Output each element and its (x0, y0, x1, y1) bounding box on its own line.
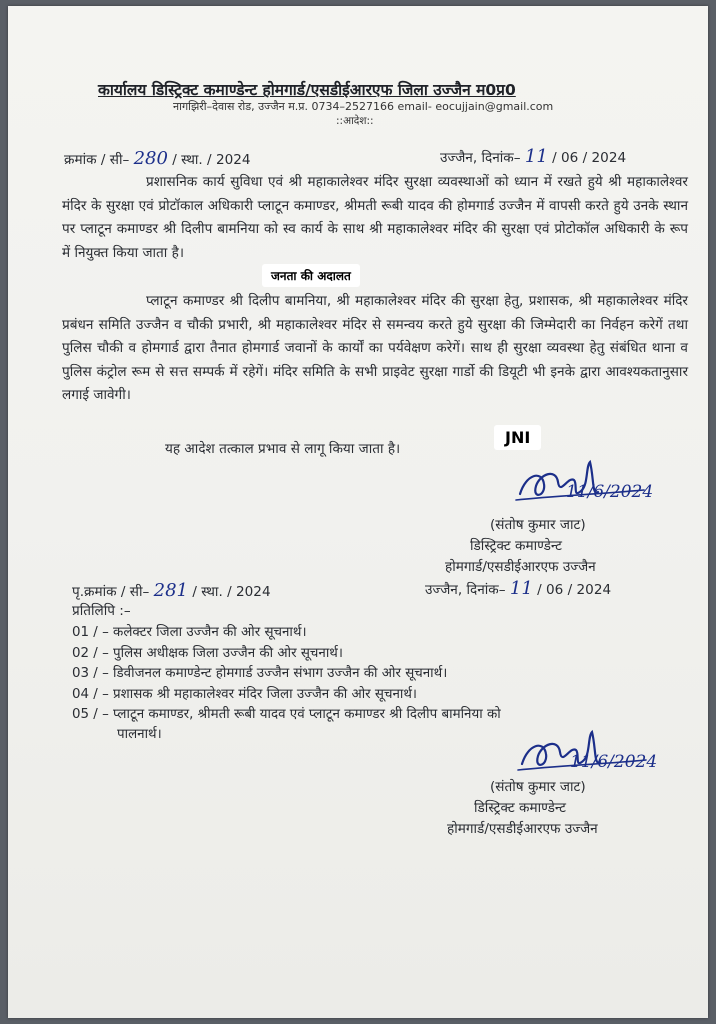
order-date-day: 11 (524, 146, 548, 167)
body-paragraph-1: प्रशासनिक कार्य सुविधा एवं श्री महाकालेश्वर मंदिर सुरक्षा व्यवस्थाओं को ध्यान में रखते हुये श्री महाकालेश्वर मंदिर के सुरक्षा एवं प्रोटॉकाल अधिकारी प्लाटून कमाण्डर, श्रीमती रूबी यादव की होमगार्ड उज्जैन में वापसी करते हुये उनके स्थान पर प्लाटून कमाण्डर श्री दिलीप बामनिया को स्व कार्य के साथ श्री महाकालेश्वर मंदिर की सुरक्षा एवं प्रोटोकॉल अधिकारी के रूप में नियुक्त किया जाता है। (62, 174, 688, 261)
copy-item-number: 05 / – (72, 707, 109, 722)
signature-2-office: होमगार्ड/एसडीईआरएफ उज्जैन (447, 821, 598, 837)
copy-list-item (72, 643, 343, 661)
signature-1-office: होमगार्ड/एसडीईआरएफ उज्जैन (445, 559, 596, 575)
copy-item-text: डिवीजनल कमाण्डेन्ट होमगार्ड उज्जैन संभाग उज्जैन की ओर सूचनार्थ। (113, 666, 448, 681)
copy-item-text: प्रशासक श्री महाकालेश्वर मंदिर जिला उज्जैन की ओर सूचनार्थ। (113, 687, 417, 702)
copy-item-text: प्लाटून कमाण्डर, श्रीमती रूबी यादव एवं प्लाटून कमाण्डर श्री दिलीप बामनिया को (113, 707, 501, 722)
copy-ref-number: 281 (153, 580, 188, 601)
signature-2-date: 11/6/2024 (570, 752, 658, 772)
office-address: नागझिरी–देवास रोड, उज्जैन म.प्र. 0734–2527166 email- eocujjain@gmail.com (173, 100, 554, 113)
copy-list-item (72, 704, 501, 722)
copy-item-text: कलेक्टर जिला उज्जैन की ओर सूचनार्थ। (113, 625, 307, 640)
copy-list-item (72, 622, 307, 640)
copy-item-number: 04 / – (72, 687, 109, 702)
signature-1-date: 11/6/2024 (566, 482, 654, 502)
signature-2-designation: डिस्ट्रिक्ट कमाण्डेन्ट (474, 800, 566, 816)
order-ref-prefix: क्रमांक / सी– (64, 152, 130, 168)
watermark-jni: JNI (494, 425, 541, 450)
copy-date-day: 11 (509, 578, 533, 599)
copy-item-number: 01 / – (72, 625, 109, 640)
copy-reference (72, 580, 271, 601)
office-title: कार्यालय डिस्ट्रिक्ट कमाण्डेन्ट होमगार्ड/एसडीईआरएफ जिला उज्जैन म0प्र0 (98, 81, 516, 99)
copy-ref-suffix: / स्था. / 2024 (192, 584, 271, 600)
order-date (440, 146, 626, 167)
copy-date-label: उज्जैन, दिनांक– (425, 582, 506, 598)
copy-list-item (72, 684, 417, 702)
order-heading: ::आदेश:: (336, 115, 374, 127)
copy-date-month-year: / 06 / 2024 (537, 582, 612, 598)
copy-item-number: 02 / – (72, 646, 109, 661)
body-paragraph-2: प्लाटून कमाण्डर श्री दिलीप बामनिया, श्री महाकालेश्वर मंदिर की सुरक्षा हेतु, प्रशासक, श्री महाकालेश्वर मंदिर प्रबंधन समिति उज्जैन व चौकी प्रभारी, श्री महाकालेश्वर मंदिर से समन्वय करते हुये सुरक्षा की जिम्मेदारी का निर्वहन करेगें तथा पुलिस चौकी व होमगार्ड द्वारा तैनात होमगार्ड जवानों के कार्यों का पर्यवेक्षण करेगें। साथ ही सुरक्षा व्यवस्था हेतु संबंधित थाना व पुलिस कंट्रोल रूम से सत्त सम्पर्क में रहेगें। मंदिर समिति के सभी प्राइवेट सुरक्षा गार्डो की डियूटी भी इनके द्वारा आवश्यकतानुसार लगाई जावेगी। (62, 293, 688, 404)
copy-ref-prefix: पृ.क्रमांक / सी– (72, 584, 150, 600)
watermark-janta-ki-adalat: जनता की अदालत (262, 264, 360, 287)
copy-list-item-continuation: पालनार्थ। (117, 727, 162, 742)
order-reference (64, 148, 251, 169)
order-ref-number: 280 (133, 148, 168, 169)
order-date-label: उज्जैन, दिनांक– (440, 150, 521, 166)
copy-item-text: पुलिस अधीक्षक जिला उज्जैन की ओर सूचनार्थ। (113, 646, 343, 661)
copy-label: प्रतिलिपि :– (72, 603, 131, 619)
body-paragraph-3: यह आदेश तत्काल प्रभाव से लागू किया जाता है। (165, 441, 401, 457)
order-date-month-year: / 06 / 2024 (552, 150, 627, 166)
copy-list-item (72, 663, 447, 681)
signature-1 (512, 456, 652, 516)
signature-1-designation: डिस्ट्रिक्ट कमाण्डेन्ट (470, 538, 562, 554)
copy-date (425, 578, 611, 599)
signature-2-name: (संतोष कुमार जाट) (490, 779, 586, 795)
order-ref-suffix: / स्था. / 2024 (172, 152, 251, 168)
copy-item-number: 03 / – (72, 666, 109, 681)
signature-1-name: (संतोष कुमार जाट) (490, 517, 586, 533)
